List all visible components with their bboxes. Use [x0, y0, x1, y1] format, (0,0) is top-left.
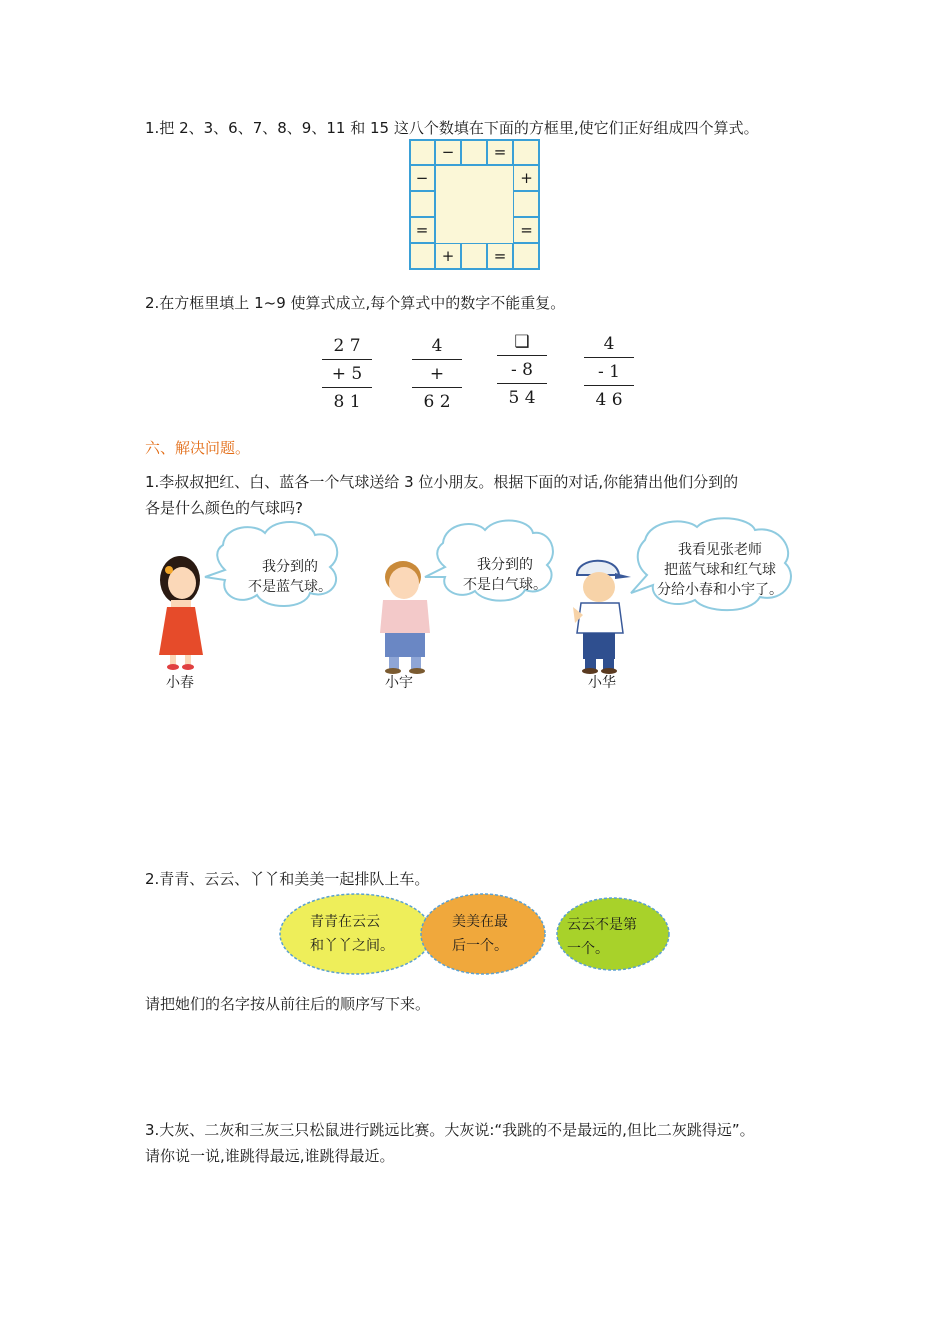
- problem-1-line-2: 各是什么颜色的气球吗?: [145, 499, 303, 517]
- bubble-line: 我看见张老师: [678, 542, 762, 558]
- bubble-2-text: [450, 555, 560, 595]
- kid-name-3: 小华: [588, 675, 616, 691]
- vertical-sum-1: [322, 334, 372, 414]
- grid-cell[interactable]: [513, 191, 540, 217]
- boy-figure: [380, 561, 430, 674]
- sum-top: 4: [603, 334, 615, 354]
- sum-result: 4 6: [595, 390, 623, 410]
- cap-boy-figure: [573, 561, 631, 674]
- grid-center: [435, 165, 514, 244]
- bubble-1-text: [235, 557, 345, 597]
- sum-top: 2 7: [333, 336, 361, 356]
- oval-line: 云云不是第: [567, 917, 637, 933]
- oval-line: 后一个。: [452, 938, 508, 954]
- sum-middle: + 5: [331, 364, 363, 384]
- girl-figure: [159, 556, 203, 670]
- bubble-line: 把蓝气球和红气球: [664, 562, 776, 578]
- question-1-text: 1.把 2、3、6、7、8、9、11 和 15 这八个数填在下面的方框里,使它们正好组成四个算式。: [145, 119, 759, 137]
- oval-1-text: [310, 910, 394, 958]
- sum-top: ❑: [514, 332, 530, 352]
- bubble-line: 我分到的: [477, 557, 533, 573]
- oval-line: 一个。: [567, 941, 609, 957]
- sum-middle: - 8: [511, 360, 533, 380]
- vertical-sum-4: [584, 332, 634, 412]
- bubble-line: 不是蓝气球。: [248, 579, 332, 595]
- oval-3-text: [567, 913, 637, 961]
- grid-cell[interactable]: [461, 139, 487, 165]
- problem-2-instruction: 请把她们的名字按从前往后的顺序写下来。: [145, 995, 431, 1013]
- bubble-line: 我分到的: [262, 559, 318, 575]
- problem-2-text: 2.青青、云云、丫丫和美美一起排队上车。: [145, 870, 430, 888]
- sum-middle: - 1: [598, 362, 620, 382]
- question-2-text: 2.在方框里填上 1~9 使算式成立,每个算式中的数字不能重复。: [145, 294, 566, 312]
- bubble-line: 分给小春和小宇了。: [657, 582, 783, 598]
- sum-result: 6 2: [423, 392, 451, 412]
- grid-cell[interactable]: [409, 243, 435, 270]
- problem-3-line-1: 3.大灰、二灰和三灰三只松鼠进行跳远比赛。大灰说:“我跳的不是最远的,但比二灰跳得远”。: [145, 1121, 755, 1139]
- sum-middle: +: [429, 364, 445, 384]
- oval-line: 和丫丫之间。: [310, 938, 394, 954]
- grid-cell: =: [487, 243, 513, 270]
- oval-line: 青青在云云: [310, 914, 380, 930]
- grid-cell[interactable]: [409, 191, 435, 217]
- kid-name-2: 小宇: [385, 675, 413, 691]
- number-grid: [409, 139, 540, 270]
- grid-cell[interactable]: [409, 139, 435, 165]
- grid-cell: =: [409, 217, 435, 243]
- oval-line: 美美在最: [452, 914, 508, 930]
- vertical-sum-3: [497, 330, 547, 410]
- problem-1-line-1: 1.李叔叔把红、白、蓝各一个气球送给 3 位小朋友。根据下面的对话,你能猜出他们分到的: [145, 473, 739, 491]
- sum-result: 8 1: [333, 392, 361, 412]
- grid-cell: −: [435, 139, 461, 165]
- grid-cell: −: [409, 165, 435, 191]
- bubble-3-text: [650, 540, 790, 600]
- bubble-line: 不是白气球。: [463, 577, 547, 593]
- grid-cell: +: [435, 243, 461, 270]
- grid-cell[interactable]: [461, 243, 487, 270]
- grid-cell[interactable]: [513, 243, 540, 270]
- sum-result: 5 4: [508, 388, 536, 408]
- vertical-sum-2: [412, 334, 462, 414]
- grid-cell: =: [513, 217, 540, 243]
- problem-3-line-2: 请你说一说,谁跳得最远,谁跳得最近。: [145, 1147, 395, 1165]
- grid-cell: =: [487, 139, 513, 165]
- section-title: 六、解决问题。: [145, 439, 251, 457]
- grid-cell: +: [513, 165, 540, 191]
- grid-cell[interactable]: [513, 139, 540, 165]
- sum-top: 4: [431, 336, 443, 356]
- kid-name-1: 小春: [166, 675, 194, 691]
- oval-2-text: [452, 910, 508, 958]
